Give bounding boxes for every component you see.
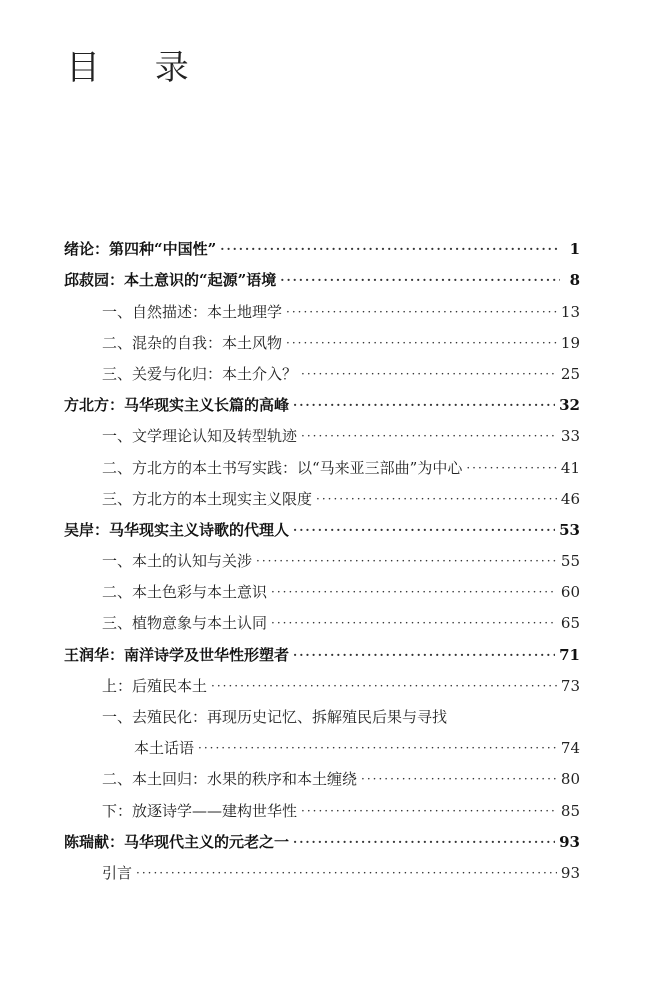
toc-entry-section[interactable] xyxy=(64,852,580,883)
dot-leader xyxy=(293,520,555,540)
dot-leader xyxy=(301,801,557,821)
dot-leader xyxy=(301,364,557,384)
toc-entry-page: 93 xyxy=(560,863,580,882)
toc-entry-page: 53 xyxy=(559,520,580,539)
toc-entry-chapter[interactable] xyxy=(64,633,580,664)
toc-entry-section[interactable] xyxy=(64,290,580,321)
toc-entry-label: 二、方北方的本土书写实践：以“马来亚三部曲”为中心 xyxy=(102,458,463,477)
toc-entry-section-wrapped[interactable] xyxy=(64,696,580,727)
dot-leader xyxy=(136,863,557,883)
toc-entry-label: 上：后殖民本土 xyxy=(102,676,208,695)
toc-entry-section[interactable] xyxy=(64,353,580,384)
toc-entry-chapter[interactable] xyxy=(64,384,580,415)
toc-entry-chapter[interactable] xyxy=(64,821,580,852)
toc-entry-section[interactable] xyxy=(64,446,580,477)
toc-entry-section-continued[interactable] xyxy=(64,727,580,758)
toc-entry-section[interactable] xyxy=(64,322,580,353)
toc-entry-page: 25 xyxy=(560,364,580,383)
toc-entry-page: 46 xyxy=(560,489,580,508)
toc-entry-label: 三、植物意象与本土认同 xyxy=(102,614,268,633)
toc-entry-page: 32 xyxy=(559,396,580,415)
toc-entry-page: 19 xyxy=(560,333,580,352)
toc-entry-section[interactable] xyxy=(64,478,580,509)
dot-leader xyxy=(466,458,557,478)
toc-entry-label: 二、本土色彩与本土意识 xyxy=(102,583,268,602)
toc-entry-label: 陈瑞献：马华现代主义的元老之一 xyxy=(64,832,290,851)
toc-entry-section[interactable] xyxy=(64,571,580,602)
toc-entry-page: 33 xyxy=(560,427,580,446)
page-title: 目 录 xyxy=(66,48,211,88)
toc-entry-page: 1 xyxy=(569,240,580,259)
toc-entry-page: 85 xyxy=(560,801,580,820)
dot-leader xyxy=(286,333,557,353)
toc-entry-label: 三、方北方的本土现实主义限度 xyxy=(102,489,313,508)
dot-leader xyxy=(316,489,557,509)
toc-entry-label: 一、去殖民化：再现历史记忆、拆解殖民后果与寻找 xyxy=(102,708,448,726)
toc-entry-chapter[interactable] xyxy=(64,259,580,290)
toc-entry-page: 41 xyxy=(560,458,580,477)
dot-leader xyxy=(280,270,560,290)
toc-entry-page: 13 xyxy=(560,302,580,321)
dot-leader xyxy=(301,426,557,446)
toc-entry-label: 二、本土回归：水果的秩序和本土缠绕 xyxy=(102,770,358,789)
toc-entry-introduction[interactable] xyxy=(64,228,580,259)
table-of-contents xyxy=(64,228,580,883)
toc-entry-label: 引言 xyxy=(102,863,133,882)
toc-entry-label: 二、混杂的自我：本土风物 xyxy=(102,333,283,352)
dot-leader xyxy=(256,551,557,571)
dot-leader xyxy=(293,645,555,665)
toc-entry-part[interactable] xyxy=(64,789,580,820)
dot-leader xyxy=(271,613,557,633)
toc-entry-page: 65 xyxy=(560,614,580,633)
toc-entry-label: 一、本土的认知与关涉 xyxy=(102,552,253,571)
toc-entry-chapter[interactable] xyxy=(64,509,580,540)
dot-leader xyxy=(211,676,557,696)
toc-entry-page: 60 xyxy=(560,583,580,602)
toc-entry-page: 74 xyxy=(560,739,580,758)
toc-entry-label: 邱菽园：本土意识的“起源”语境 xyxy=(64,271,277,290)
toc-entry-label: 王润华：南洋诗学及世华性形塑者 xyxy=(64,645,290,664)
toc-entry-label: 三、关爱与化归：本土介入？ xyxy=(102,364,298,383)
toc-entry-page: 93 xyxy=(559,832,580,851)
toc-entry-label: 本土话语 xyxy=(134,739,195,758)
dot-leader xyxy=(198,738,557,758)
dot-leader xyxy=(293,832,555,852)
dot-leader xyxy=(271,582,557,602)
toc-entry-label: 一、自然描述：本土地理学 xyxy=(102,302,283,321)
toc-entry-page: 80 xyxy=(560,770,580,789)
dot-leader xyxy=(286,302,557,322)
dot-leader xyxy=(361,769,557,789)
toc-entry-label: 下：放逐诗学——建构世华性 xyxy=(102,801,298,820)
toc-entry-label: 绪论：第四种“中国性” xyxy=(64,240,217,259)
toc-entry-section[interactable] xyxy=(64,540,580,571)
toc-entry-section[interactable] xyxy=(64,415,580,446)
toc-entry-part[interactable] xyxy=(64,665,580,696)
dot-leader xyxy=(220,239,560,259)
toc-entry-section[interactable] xyxy=(64,758,580,789)
toc-entry-section[interactable] xyxy=(64,602,580,633)
dot-leader xyxy=(293,395,555,415)
toc-entry-page: 55 xyxy=(560,552,580,571)
toc-entry-page: 71 xyxy=(559,645,580,664)
toc-entry-page: 8 xyxy=(569,271,580,290)
toc-entry-label: 吴岸：马华现实主义诗歌的代理人 xyxy=(64,520,290,539)
toc-entry-page: 73 xyxy=(560,676,580,695)
toc-entry-label: 一、文学理论认知及转型轨迹 xyxy=(102,427,298,446)
toc-entry-label: 方北方：马华现实主义长篇的高峰 xyxy=(64,396,290,415)
